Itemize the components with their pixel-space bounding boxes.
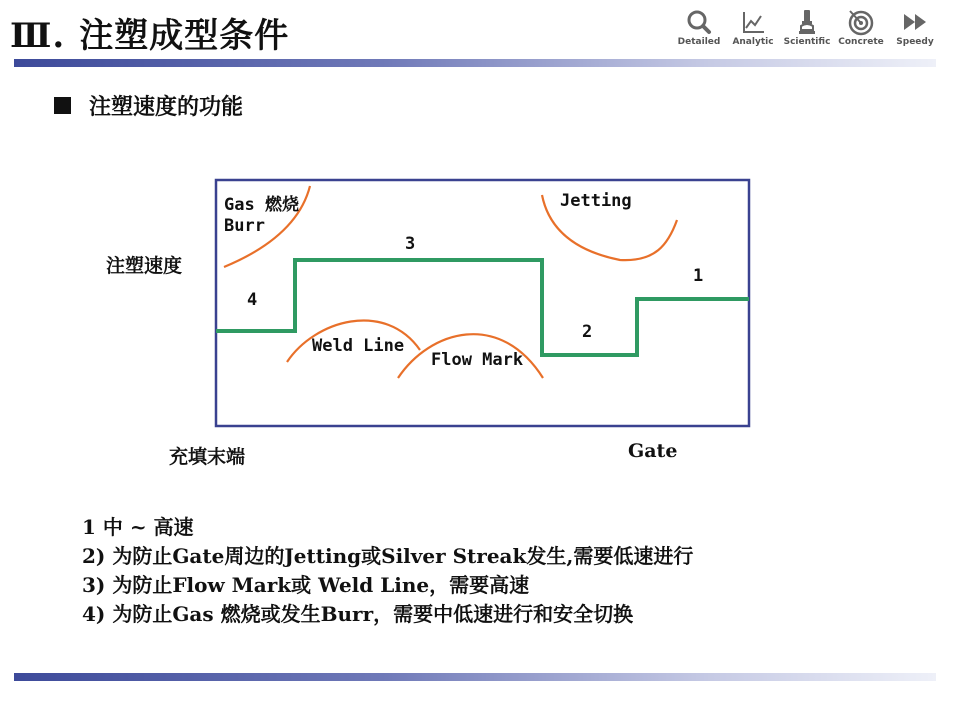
notes-list bbox=[82, 513, 693, 629]
stage-label: 1 bbox=[693, 266, 704, 286]
stage-label: 3 bbox=[405, 234, 416, 254]
icon-label: Concrete bbox=[838, 37, 884, 47]
icon-label: Scientific bbox=[783, 37, 831, 47]
note-item: 4) 为防止Gas 燃烧或发生Burr，需要中低速进行和安全切换 bbox=[82, 602, 634, 626]
stage-label: 2 bbox=[582, 322, 593, 342]
icon-label: Analytic bbox=[732, 37, 774, 47]
x-left-label: 充填末端 bbox=[169, 446, 246, 468]
note-item: 2) 为防止Gate周边的Jetting或Silver Streak发生,需要低速进行 bbox=[82, 544, 694, 568]
defect-flow-mark-label: Flow Mark bbox=[431, 350, 524, 370]
note-item: 1 中 ~ 高速 bbox=[82, 515, 194, 539]
defect-burr-label: Burr bbox=[224, 216, 265, 236]
stage-label: 4 bbox=[247, 290, 258, 310]
section-heading-text: 注塑速度的功能 bbox=[89, 94, 244, 120]
defect-gas-burn-label: Gas 燃烧 bbox=[224, 195, 299, 215]
defect-weld-line-label: Weld Line bbox=[312, 336, 405, 356]
icon-label: Speedy bbox=[896, 37, 934, 47]
defect-jetting-label: Jetting bbox=[560, 191, 632, 211]
note-item: 3) 为防止Flow Mark或 Weld Line，需要高速 bbox=[82, 573, 530, 597]
title-text: 注塑成型条件 bbox=[79, 16, 290, 56]
footer-divider bbox=[14, 673, 936, 681]
y-axis-label: 注塑速度 bbox=[106, 255, 183, 277]
title-number: Ⅲ. bbox=[10, 16, 66, 56]
x-right-label: Gate bbox=[628, 440, 678, 462]
icon-label: Detailed bbox=[677, 37, 721, 47]
speed-profile-line bbox=[216, 260, 749, 355]
